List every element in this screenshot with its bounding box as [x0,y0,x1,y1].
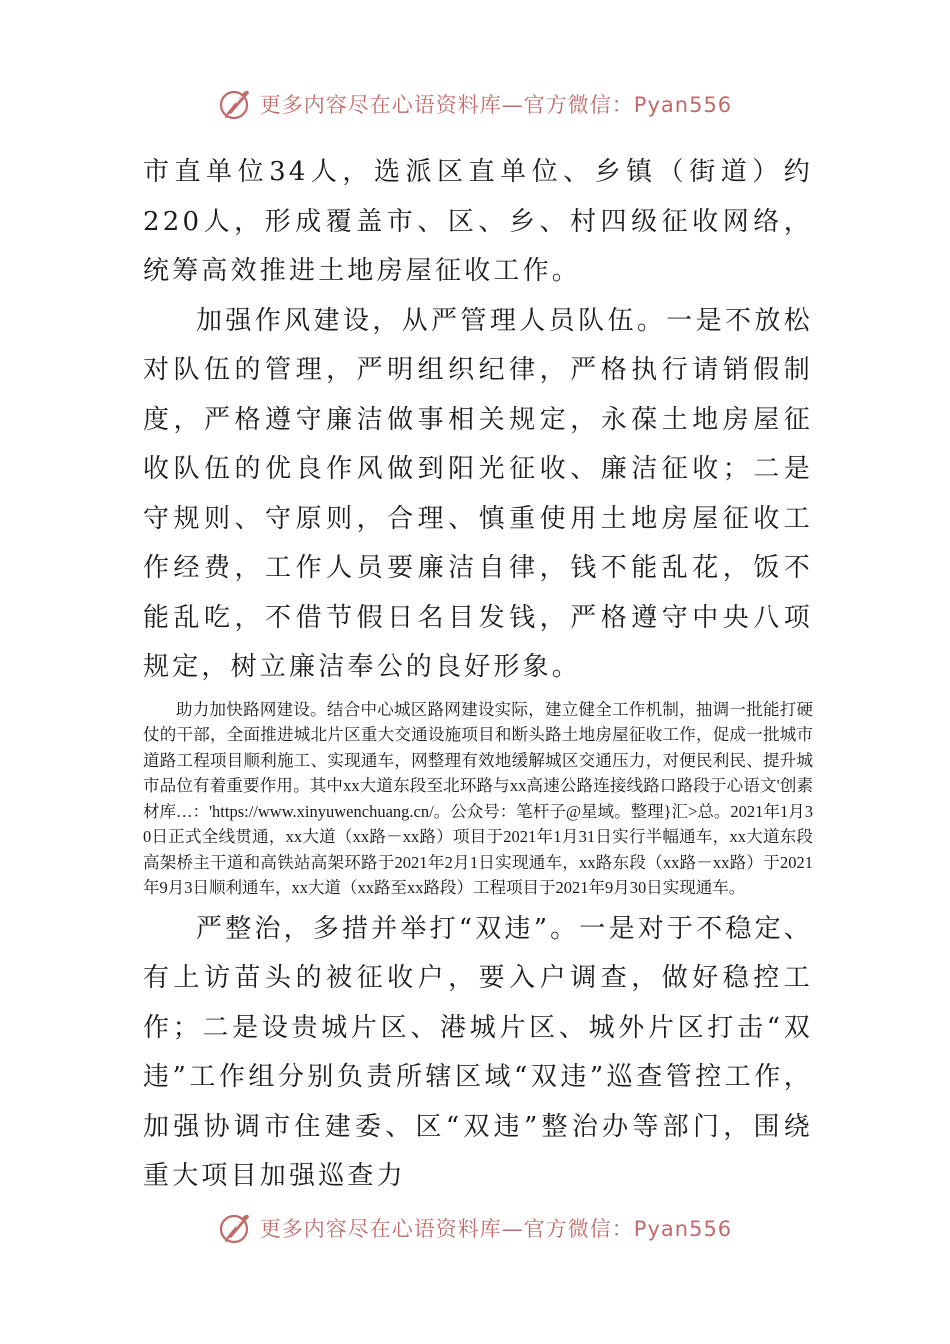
header-watermark-banner [0,82,950,126]
paragraph-2: 加强作风建设，从严管理人员队伍。一是不放松对队伍的管理，严明组织纪律，严格执行请销假制度，严格遵守廉洁做事相关规定，永葆土地房屋征收队伍的优良作风做到阳光征收、廉洁征收；二是守规则、守原则，合理、慎重使用土地房屋征收工作经费，工作人员要廉洁自律，钱不能乱花，饭不能乱吃，不借节假日名目发钱，严格遵守中央八项规定，树立廉洁奉公的良好形象。 [143,305,813,682]
paragraph-3: 助力加快路网建设。结合中心城区路网建设实际，建立健全工作机制，抽调一批能打硬仗的干部，全面推进城北片区重大交通设施项目和断头路土地房屋征收工作，促成一批城市道路工程项目顺利施工、实现通车，网整理有效地缓解城区交通压力，对便民利民、提升城市品位有着重要作用。其中xx大道东段至北环路与xx高速公路连接线路口路段于心语文'创素材库…：'https://www.xinyuwenchuang.cn/。公众号：笔杆子@星域。整理}汇>总。2021年1月30日正式全线贯通，xx大道（xx路－xx路）项目于2021年1月31日实行半幅通车，xx大道东段高架桥主干道和高铁站高架环路于2021年2月1日实现通车，xx路东段（xx路－xx路）于2021年9月3日顺利通车，xx大道（xx路至xx路段）工程项目于2021年9月30日实现通车。 [143,699,813,897]
document-body [143,148,813,1202]
quill-pen-logo-icon [218,1210,254,1246]
footer-watermark-text: 更多内容尽在心语资料库—官方微信：Pyan556 [259,1217,733,1241]
header-watermark-text: 更多内容尽在心语资料库—官方微信：Pyan556 [259,93,733,117]
paragraph-1: 市直单位34人，选派区直单位、乡镇（街道）约220人，形成覆盖市、区、乡、村四级征收网络，统筹高效推进土地房屋征收工作。 [143,157,813,286]
quill-pen-logo-icon [218,86,254,122]
paragraph-4: 严整治，多措并举打“双违”。一是对于不稳定、有上访苗头的被征收户，要入户调查，做好稳控工作；二是设贵城片区、港城片区、城外片区打击“双违”工作组分别负责所辖区域“双违”巡查管控工作，加强协调市住建委、区“双违”整治办等部门，围绕重大项目加强巡查力 [143,913,813,1191]
footer-watermark-banner [0,1206,950,1250]
